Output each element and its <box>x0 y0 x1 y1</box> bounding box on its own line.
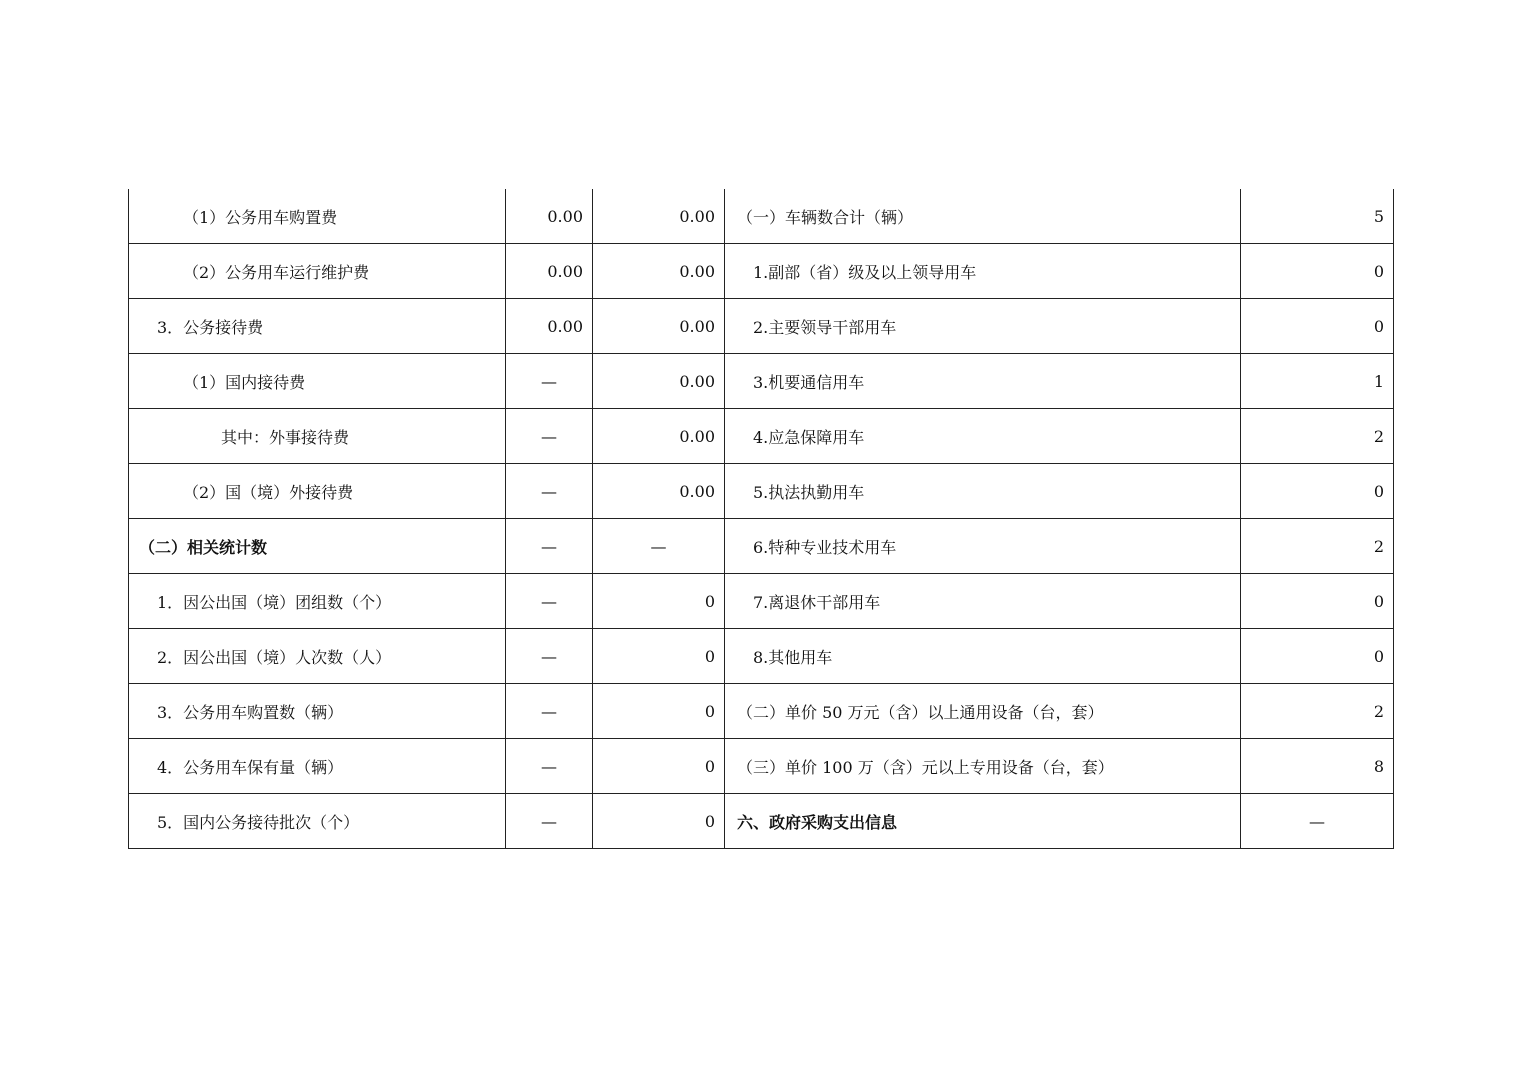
left-item-label: 其中：外事接待费 <box>129 409 506 464</box>
left-value-1: 0.00 <box>506 244 593 299</box>
left-value-2: 0.00 <box>593 244 725 299</box>
left-value-1: — <box>506 409 593 464</box>
table-row <box>129 629 1394 684</box>
right-value: 0 <box>1241 629 1394 684</box>
left-value-1: — <box>506 354 593 409</box>
table-row <box>129 464 1394 519</box>
right-value: — <box>1241 794 1394 849</box>
right-value: 5 <box>1241 189 1394 244</box>
left-value-2: 0.00 <box>593 189 725 244</box>
left-value-2: 0.00 <box>593 464 725 519</box>
left-value-1: — <box>506 794 593 849</box>
left-item-label: （1）公务用车购置费 <box>129 189 506 244</box>
left-value-1: — <box>506 684 593 739</box>
table-row <box>129 684 1394 739</box>
left-value-1: — <box>506 739 593 794</box>
left-item-label: 2．因公出国（境）人次数（人） <box>129 629 506 684</box>
left-value-1: — <box>506 519 593 574</box>
right-item-label: （一）车辆数合计（辆） <box>725 189 1241 244</box>
left-value-2: 0.00 <box>593 299 725 354</box>
table-row <box>129 354 1394 409</box>
section-heading: 六、政府采购支出信息 <box>725 794 1241 849</box>
table-row <box>129 244 1394 299</box>
table-row <box>129 794 1394 849</box>
left-value-1: 0.00 <box>506 189 593 244</box>
left-item-label: （2）国（境）外接待费 <box>129 464 506 519</box>
table-row <box>129 409 1394 464</box>
left-value-2: 0.00 <box>593 354 725 409</box>
right-item-label: 5.执法执勤用车 <box>725 464 1241 519</box>
right-value: 0 <box>1241 299 1394 354</box>
left-value-2: 0 <box>593 794 725 849</box>
expenditure-statistics-table <box>128 189 1394 849</box>
left-value-1: — <box>506 629 593 684</box>
right-item-label: 3.机要通信用车 <box>725 354 1241 409</box>
right-item-label: 7.离退休干部用车 <box>725 574 1241 629</box>
right-value: 8 <box>1241 739 1394 794</box>
section-heading: （二）相关统计数 <box>129 519 506 574</box>
left-item-label: 1．因公出国（境）团组数（个） <box>129 574 506 629</box>
left-value-2: 0.00 <box>593 409 725 464</box>
table-row <box>129 574 1394 629</box>
left-item-label: 3．公务接待费 <box>129 299 506 354</box>
right-item-label: 6.特种专业技术用车 <box>725 519 1241 574</box>
left-item-label: 4．公务用车保有量（辆） <box>129 739 506 794</box>
left-value-1: — <box>506 464 593 519</box>
left-item-label: （1）国内接待费 <box>129 354 506 409</box>
table-row <box>129 189 1394 244</box>
left-item-label: 3．公务用车购置数（辆） <box>129 684 506 739</box>
right-value: 2 <box>1241 409 1394 464</box>
left-value-2: — <box>593 519 725 574</box>
table-row <box>129 519 1394 574</box>
left-item-label: 5．国内公务接待批次（个） <box>129 794 506 849</box>
right-item-label: （三）单价 100 万（含）元以上专用设备（台，套） <box>725 739 1241 794</box>
left-value-2: 0 <box>593 684 725 739</box>
left-item-label: （2）公务用车运行维护费 <box>129 244 506 299</box>
right-item-label: 2.主要领导干部用车 <box>725 299 1241 354</box>
right-item-label: 4.应急保障用车 <box>725 409 1241 464</box>
left-value-2: 0 <box>593 739 725 794</box>
right-item-label: 1.副部（省）级及以上领导用车 <box>725 244 1241 299</box>
left-value-2: 0 <box>593 629 725 684</box>
right-item-label: （二）单价 50 万元（含）以上通用设备（台，套） <box>725 684 1241 739</box>
right-item-label: 8.其他用车 <box>725 629 1241 684</box>
left-value-1: — <box>506 574 593 629</box>
right-value: 1 <box>1241 354 1394 409</box>
left-value-1: 0.00 <box>506 299 593 354</box>
right-value: 0 <box>1241 464 1394 519</box>
right-value: 0 <box>1241 244 1394 299</box>
table-row <box>129 739 1394 794</box>
right-value: 0 <box>1241 574 1394 629</box>
right-value: 2 <box>1241 519 1394 574</box>
table-row <box>129 299 1394 354</box>
left-value-2: 0 <box>593 574 725 629</box>
right-value: 2 <box>1241 684 1394 739</box>
